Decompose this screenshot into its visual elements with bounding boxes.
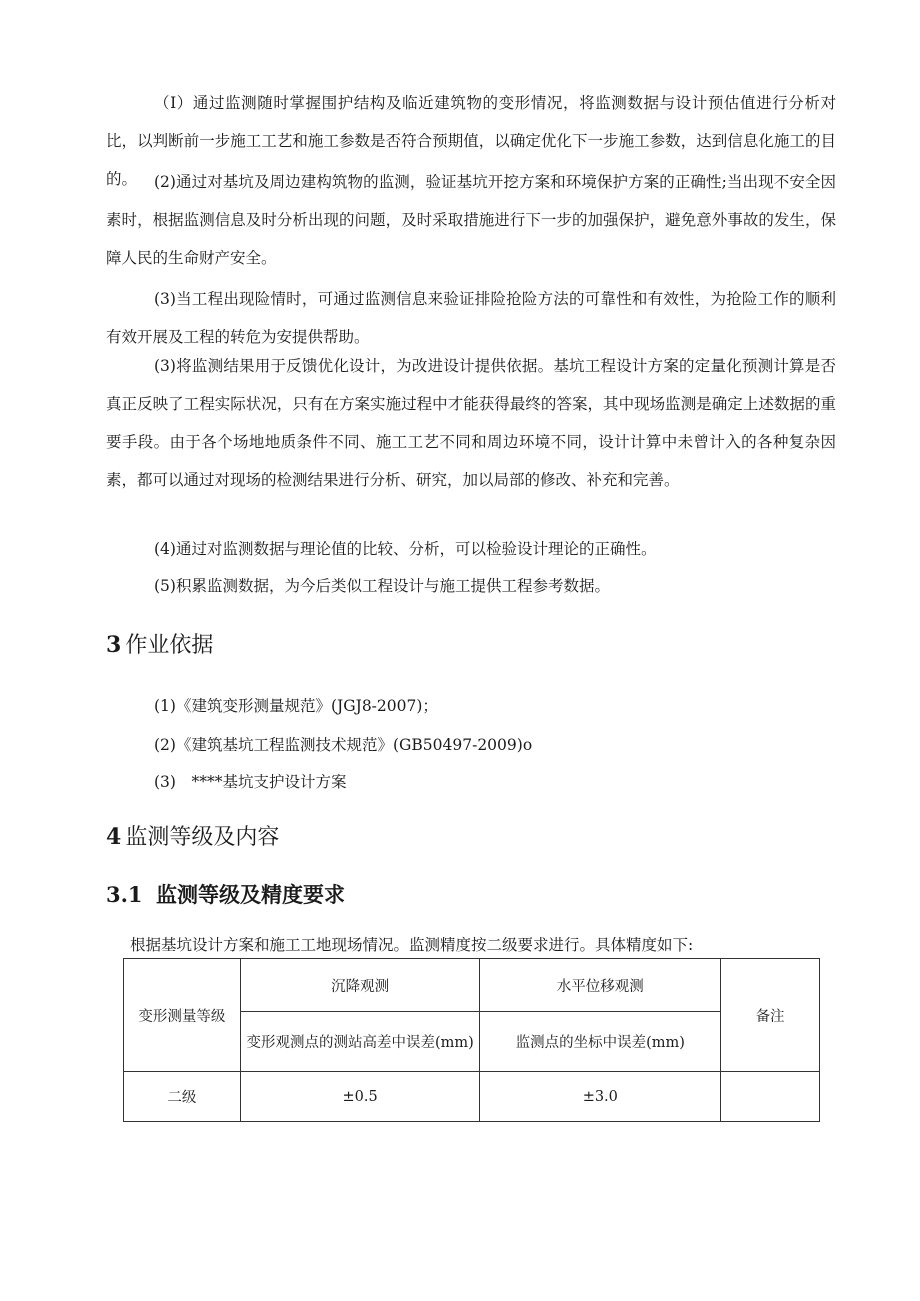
precision-table xyxy=(123,958,820,1122)
header-remark: 备注 xyxy=(721,959,820,1072)
section-heading-basis xyxy=(106,630,213,661)
paragraph-purpose-1: （I）通过监测随时掌握围护结构及临近建筑物的变形情况，将监测数据与设计预估值进行分析对比，以判断前一步施工工艺和施工参数是否符合预期值，以确定优化下一步施工参数，达到信息化施工的目的。 xyxy=(106,94,836,188)
header-settlement: 沉降观测 xyxy=(240,959,480,1012)
subheader-settlement: 变形观测点的测站高差中误差(mm) xyxy=(240,1012,480,1072)
paragraph-purpose-3: (3)当工程出现险情时，可通过监测信息来验证排险抢险方法的可靠性和有效性，为抢险工作的顺利有效开展及工程的转危为安提供帮助。 xyxy=(106,290,836,346)
basis-item-1: (1)《建筑变形测量规范》(JGJ8-2007)； xyxy=(154,697,438,715)
cell-settlement: ±0.5 xyxy=(240,1072,480,1122)
subheader-horizontal: 监测点的坐标中误差(mm) xyxy=(480,1012,721,1072)
basis-item-3: (3) ****基坑支护设计方案 xyxy=(154,773,347,791)
table-header-row xyxy=(124,959,820,1012)
section-title: 作业依据 xyxy=(125,633,214,658)
section-heading-monitoring xyxy=(106,822,279,853)
section-number: 3 xyxy=(106,632,122,658)
table-row xyxy=(124,1072,820,1122)
paragraph-purpose-2: (2)通过对基坑及周边建构筑物的监测，验证基坑开挖方案和环境保护方案的正确性;当出现不安全因素时，根据监测信息及时分析出现的问题，及时采取措施进行下一步的加强保护，避免意外事故的发生，保障人民的生命财产安全。 xyxy=(106,173,836,267)
section-number: 4 xyxy=(106,824,122,850)
paragraph-purpose-6: (5)积累监测数据，为今后类似工程设计与施工提供工程参考数据。 xyxy=(154,577,610,595)
cell-remark xyxy=(721,1072,820,1122)
cell-grade: 二级 xyxy=(124,1072,241,1122)
header-grade: 变形测量等级 xyxy=(124,959,241,1072)
paragraph-purpose-5: (4)通过对监测数据与理论值的比较、分析，可以检验设计理论的正确性。 xyxy=(154,540,657,558)
subsection-title: 监测等级及精度要求 xyxy=(156,882,345,907)
paragraph-purpose-4: (3)将监测结果用于反馈优化设计，为改进设计提供依据。基坑工程设计方案的定量化预测计算是否真正反映了工程实际状况，只有在方案实施过程中才能获得最终的答案，其中现场监测是确定上述数据的重要手段。由于各个场地地质条件不同、施工工艺不同和周边环境不同，设计计算中未曾计入的各种复杂因素，都可以通过对现场的检测结果进行分析、研究，加以局部的修改、补充和完善。 xyxy=(106,357,836,489)
basis-item-2: (2)《建筑基坑工程监测技术规范》(GB50497-2009)o xyxy=(154,736,533,754)
header-horizontal: 水平位移观测 xyxy=(480,959,721,1012)
cell-horizontal: ±3.0 xyxy=(480,1072,721,1122)
subsection-number: 3.1 xyxy=(106,882,143,907)
section-title: 监测等级及内容 xyxy=(125,825,280,850)
precision-intro: 根据基坑设计方案和施工工地现场情况。监测精度按二级要求进行。具体精度如下: xyxy=(130,936,694,954)
subsection-heading-precision xyxy=(106,880,345,910)
